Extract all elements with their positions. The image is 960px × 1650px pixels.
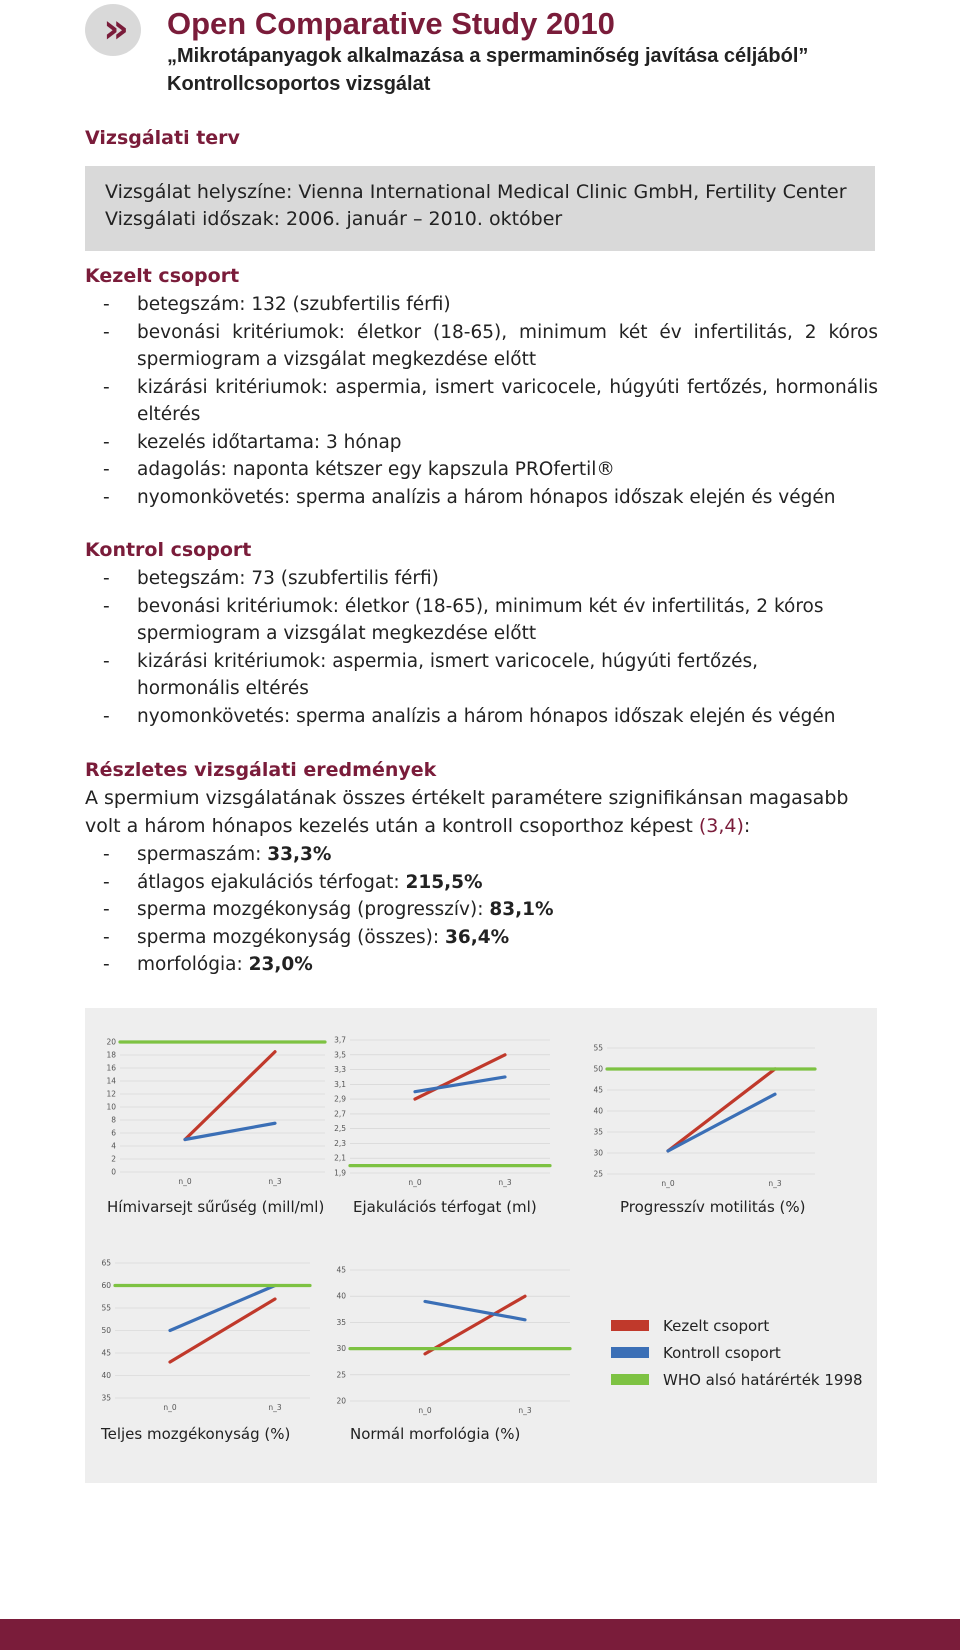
results-intro: A spermium vizsgálatának összes értékelt paramétere szignifikánsan magasabb volt a három hónapos kezelés után a kontroll csoporthoz képest (3,4): [85,787,849,837]
result-item [103,951,878,979]
x-tick-label: n_0 [178,1177,192,1186]
y-tick-label: 3,5 [334,1050,346,1060]
y-tick-label: 1,9 [334,1168,346,1178]
y-tick-label: 0 [111,1167,116,1177]
y-tick-label: 4 [111,1141,116,1151]
chart-title: Hímivarsejt sűrűség (mill/ml) [107,1198,325,1216]
y-tick-label: 10 [106,1102,116,1112]
x-tick-label: n_0 [163,1403,177,1412]
y-tick-label: 18 [106,1050,116,1060]
study-site: Vizsgálat helyszíne: Vienna International Medical Clinic GmbH, Fertility Center [105,181,847,203]
legend-swatch [611,1347,649,1358]
footer-bar [0,1619,960,1650]
series-line [415,1055,505,1099]
y-tick-label: 40 [101,1371,111,1380]
y-tick-label: 25 [593,1169,603,1179]
result-item [103,924,878,952]
result-label: sperma mozgékonyság (összes): [137,926,445,948]
list-item: - bevonási kritériumok: életkor (18-65), minimum két év infertilitás, 2 kóros spermiogram a vizsgálat megkezdése előtt [103,593,838,648]
results-list [103,841,878,979]
y-tick-label: 2,9 [334,1094,346,1104]
x-tick-label: n_0 [408,1178,422,1187]
control-heading: Kontrol csoport [85,539,252,561]
y-tick-label: 55 [593,1043,603,1053]
y-tick-label: 45 [101,1348,111,1358]
y-tick-label: 40 [336,1291,346,1301]
y-tick-label: 3,1 [334,1079,346,1089]
x-tick-label: n_3 [268,1177,282,1186]
reference: (3,4) [698,814,744,837]
list-item: - adagolás: naponta kétszer egy kapszula PROfertil® [103,456,878,484]
study-info-box [85,166,875,251]
result-label: átlagos ejakulációs térfogat: [137,871,406,893]
chart-title: Teljes mozgékonyság (%) [101,1425,291,1443]
list-item: - kezelés időtartama: 3 hónap [103,429,878,457]
y-tick-label: 65 [101,1258,111,1268]
y-tick-label: 35 [593,1127,603,1137]
control-list [103,565,838,730]
y-tick-label: 30 [336,1344,346,1354]
x-tick-label: n_3 [518,1406,532,1415]
y-tick-label: 2,7 [334,1109,346,1119]
charts-panel [85,1008,877,1483]
y-tick-label: 35 [336,1317,346,1327]
result-value: 23,0% [248,954,313,975]
y-tick-label: 3,3 [334,1065,346,1075]
y-tick-label: 45 [593,1085,603,1095]
legend-swatch [611,1374,649,1385]
study-type: Kontrollcsoportos vizsgálat [167,73,431,95]
result-value: 83,1% [489,899,554,920]
y-tick-label: 20 [336,1396,346,1406]
x-tick-label: n_3 [768,1179,782,1188]
chart-title: Normál morfológia (%) [350,1425,521,1443]
y-tick-label: 16 [106,1063,116,1073]
legend-label: Kezelt csoport [663,1317,770,1335]
result-item [103,896,878,924]
chart-title: Ejakulációs térfogat (ml) [353,1198,537,1216]
y-tick-label: 50 [101,1326,111,1335]
list-item: - nyomonkövetés: sperma analízis a három hónapos időszak elején és végén [103,703,838,731]
series-line [668,1094,775,1151]
study-subtitle: „Mikrotápanyagok alkalmazása a spermaminőség javítása céljából” [167,45,809,67]
y-tick-label: 40 [593,1106,603,1116]
y-tick-label: 8 [111,1115,116,1125]
results-intro-text: A spermium vizsgálatának összes értékelt paramétere szignifikánsan magasabb volt a három hónapos kezelés után a kontroll csoporthoz képest [85,787,849,837]
y-tick-label: 2,1 [334,1153,346,1163]
x-tick-label: n_0 [661,1179,675,1188]
legend-swatch [611,1320,649,1331]
legend-label: WHO alsó határérték 1998 [663,1371,863,1389]
result-value: 36,4% [444,926,510,948]
list-item: - nyomonkövetés: sperma analízis a három hónapos időszak elején és végén [103,484,878,512]
result-item [103,869,878,897]
y-tick-label: 14 [106,1076,116,1086]
y-tick-label: 45 [336,1265,346,1275]
charts-svg [85,1008,877,1483]
y-tick-label: 2 [111,1154,116,1164]
treated-list [103,291,878,511]
list-item: - betegszám: 73 (szubfertilis férfi) [103,565,838,593]
result-value: 215,5% [405,871,483,893]
treated-heading: Kezelt csoport [85,265,240,287]
legend-label: Kontroll csoport [663,1344,781,1362]
y-tick-label: 35 [101,1393,111,1403]
series-line [668,1069,775,1151]
x-tick-label: n_0 [418,1406,432,1415]
results-heading: Részletes vizsgálati eredmények [85,759,437,781]
result-label: sperma mozgékonyság (progresszív): [137,899,490,920]
chevron-double-right-icon: » [85,4,141,56]
y-tick-label: 20 [106,1037,116,1047]
list-item: - betegszám: 132 (szubfertilis férfi) [103,291,878,319]
y-tick-label: 12 [106,1089,116,1099]
list-item: - kizárási kritériumok: aspermia, ismert varicocele, húgyúti fertőzés, hormonális eltérés [103,374,878,429]
result-item [103,841,878,869]
x-tick-label: n_3 [498,1178,512,1187]
y-tick-label: 30 [593,1148,603,1158]
y-tick-label: 55 [101,1303,111,1313]
page-title: Open Comparative Study 2010 [167,6,615,41]
study-period: Vizsgálati időszak: 2006. január – 2010. október [105,208,563,230]
y-tick-label: 60 [101,1281,111,1290]
y-tick-label: 3,7 [334,1035,346,1045]
result-label: morfológia: [137,954,249,975]
result-value: 33,3% [267,844,332,865]
design-heading: Vizsgálati terv [85,127,240,149]
chart-title: Progresszív motilitás (%) [620,1198,806,1216]
y-tick-label: 2,3 [334,1138,346,1148]
y-tick-label: 25 [336,1370,346,1380]
list-item: - kizárási kritériumok: aspermia, ismert varicocele, húgyúti fertőzés, hormonális eltérés [103,648,838,703]
y-tick-label: 6 [111,1128,116,1138]
x-tick-label: n_3 [268,1403,282,1412]
list-item: - bevonási kritériumok: életkor (18-65), minimum két év infertilitás, 2 kóros spermiogram a vizsgálat megkezdése előtt [103,319,878,374]
y-tick-label: 50 [593,1064,603,1074]
y-tick-label: 2,5 [334,1124,346,1134]
result-label: spermaszám: [137,844,268,865]
